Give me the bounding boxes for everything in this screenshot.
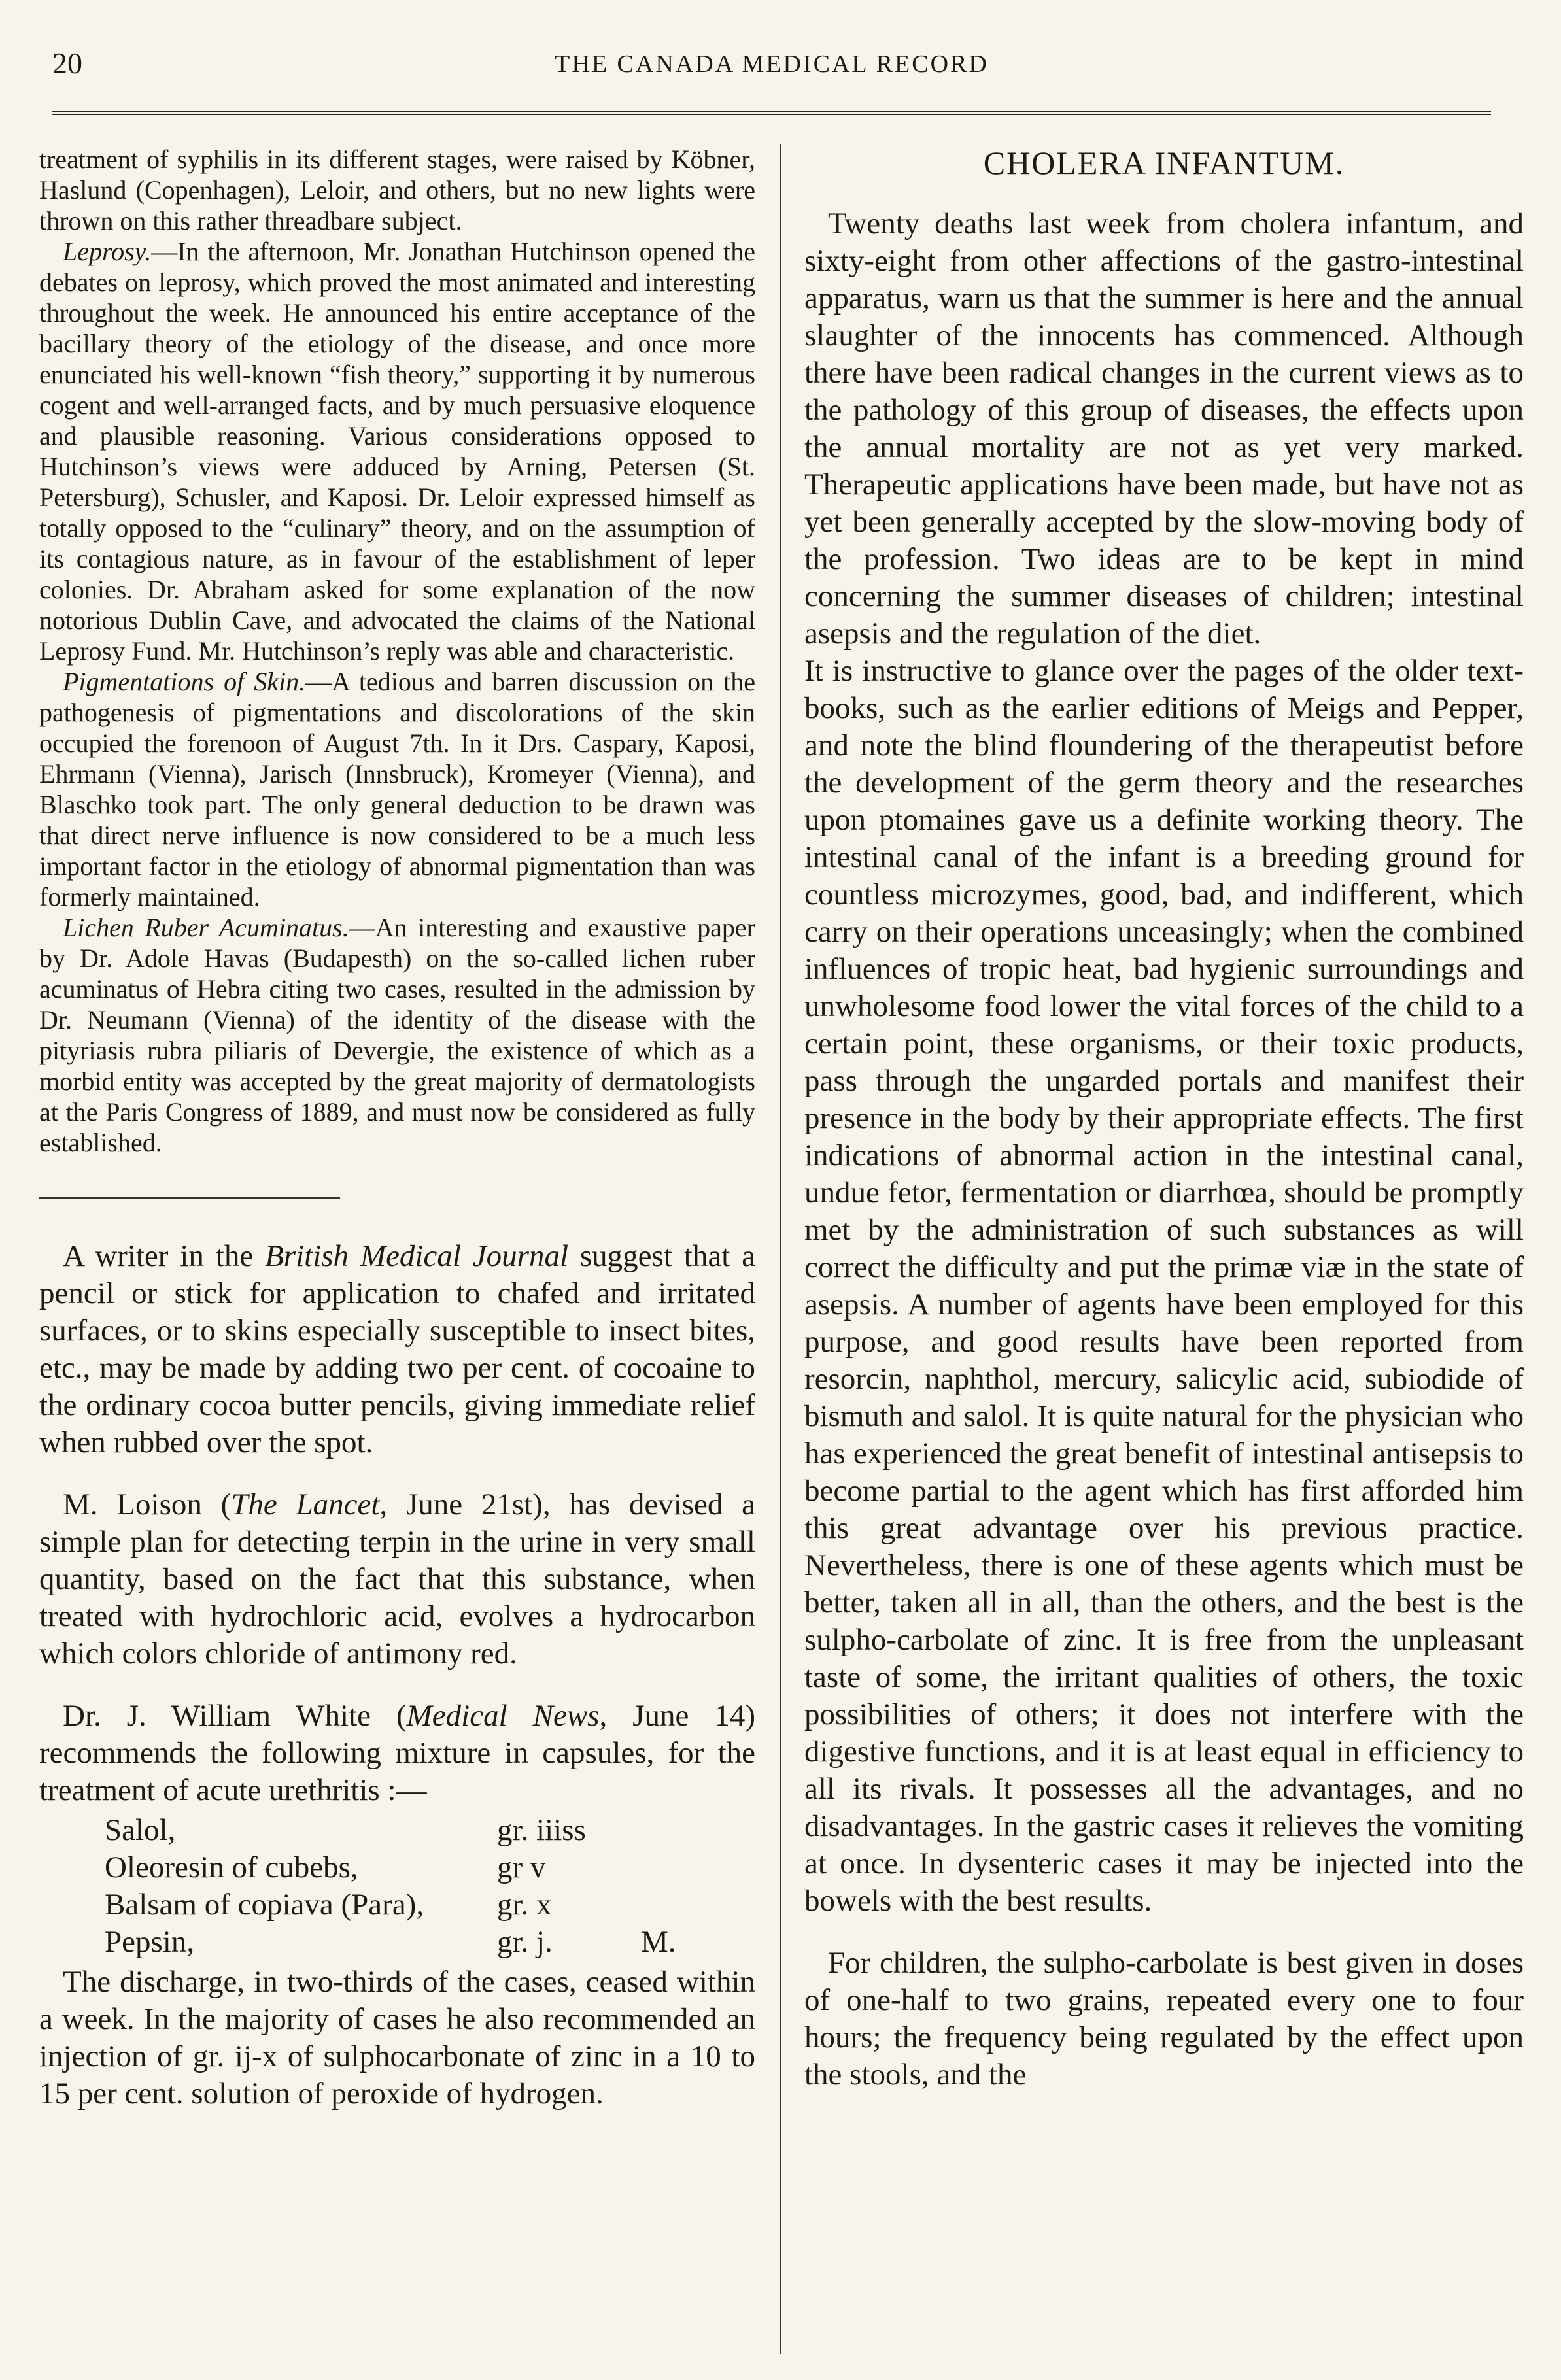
journal-title: The Lancet (231, 1488, 380, 1522)
lichen-paragraph (39, 912, 755, 1158)
leprosy-text: —In the afternoon, Mr. Jonathan Hutchinson opened the debates on leprosy, which proved the most animated and interesting throughout the week. He announced his entire acceptance of the bacillary theory of the etiology of the disease, and once more enunciated his well-known “fish theory,” supporting it by numerous cogent and well-arranged facts, and by much persuasive eloquence and plausible reasoning. Various considerations opposed to Hutchinson’s views were adduced by Arning, Petersen (St. Petersburg), Schusler, and Kaposi. Dr. Leloir expressed himself as totally opposed to the “culinary” theory, and on the assumption of its contagious nature, as in favour of the establishment of leper colonies. Dr. Abraham asked for some explanation of the now notorious Dublin Cave, and advocated the claims of the National Leprosy Fund. Mr. Hutchinson’s reply was able and characteristic. (39, 237, 755, 666)
terpin-text-a: M. Loison ( (63, 1488, 232, 1522)
prescription-row (105, 1812, 719, 1849)
pigmentation-text: —A tedious and barren discussion on the pathogenesis of pigmentations and discolorations of the skin occupied the forenoon of August 7th. In it Drs. Caspary, Kaposi, Ehrmann (Vienna), Jarisch (Innsbruck), Kromeyer (Vienna), and Blaschko took part. The only general deduction to be drawn was that direct nerve influence is now considered to be a much less important factor in the etiology of abnormal pigmentation than was formerly maintained. (39, 667, 755, 911)
notes-section (39, 1238, 755, 2113)
lichen-heading: Lichen Ruber Acuminatus. (63, 913, 349, 942)
left-column (39, 144, 755, 2113)
article-title: CHOLERA INFANTUM. (983, 144, 1345, 181)
discharge-paragraph: The discharge, in two-thirds of the cases, ceased within a week. In the majority of cases he also recommended an injection of gr. ij-x of sulphocarbonate of zinc in a 10 to 15 per cent. solution of peroxide of hydrogen. (39, 1965, 755, 2111)
urethritis-paragraph (39, 1697, 755, 1809)
column-divider (780, 144, 781, 2354)
cocoaine-text-a: A writer in the (63, 1239, 266, 1273)
urethritis-text-a: Dr. J. William White ( (63, 1699, 407, 1733)
page-number: 20 (52, 46, 82, 80)
ingredient-name: Oleoresin of cubebs, (105, 1850, 358, 1884)
running-title: THE CANADA MEDICAL RECORD (555, 50, 989, 78)
article-paragraph: Twenty deaths last week from cholera infantum, and sixty-eight from other affections of the gastro-intestinal apparatus, warn us that the summer is here and the annual slaughter of the innocents has commenced. Although there have been radical changes in the current views as to the pathology of this group of diseases, the effects upon the annual mortality are not as yet very marked. Therapeutic applications have been made, but have not as yet been generally accepted by the slow-moving body of the profession. Two ideas are to be kept in mind concerning the summer diseases of children; intestinal asepsis and the regulation of the diet. (804, 207, 1524, 651)
prescription-row (105, 1849, 719, 1886)
ingredient-dose: gr v (497, 1850, 546, 1884)
cocoaine-pencil-paragraph (39, 1238, 755, 1461)
ingredient-dose: gr. iiiss (497, 1813, 586, 1847)
cholera-article (804, 205, 1524, 2094)
section-separator (39, 1197, 340, 1198)
ingredient-mark (641, 1812, 719, 1849)
leprosy-paragraph (39, 236, 755, 666)
ingredient-name: Salol, (105, 1813, 176, 1847)
lichen-text: —An interesting and exaustive paper by Dr. Adole Havas (Budapesth) on the so-called lichen ruber acuminatus of Hebra citing two cases, resulted in the admission by Dr. Neumann (Vienna) of the identity of the disease with the pityriasis rubra piliaris of Devergie, the existence of which as a morbid entity was accepted by the great majority of dermatologists at the Paris Congress of 1889, and must now be considered as fully established. (39, 913, 755, 1157)
prescription-table (105, 1812, 719, 1961)
congress-report (39, 144, 755, 1158)
leprosy-heading: Leprosy. (63, 237, 152, 266)
terpin-paragraph (39, 1486, 755, 1673)
cocoaine-text-b: suggest that a pencil or stick for application to chafed and irritated surfaces, or to skins especially susceptible to insect bites, etc., may be made by adding two per cent. of cocoaine to the ordinary cocoa butter pencils, giving immediate relief when rubbed over the spot. (39, 1239, 755, 1459)
right-column (804, 144, 1524, 2094)
ingredient-dose: gr. x (497, 1888, 552, 1922)
ingredient-mark (641, 1886, 719, 1924)
ingredient-name: Pepsin, (105, 1925, 195, 1959)
prescription-row (105, 1924, 719, 1961)
prescription-row (105, 1886, 719, 1924)
pigmentation-heading: Pigmentations of Skin. (63, 667, 306, 696)
pigmentation-paragraph (39, 666, 755, 912)
article-paragraph: For children, the sulpho-carbolate is best given in doses of one-half to two grains, repeated every one to four hours; the frequency being regulated by the effect upon the stools, and the (804, 1946, 1524, 2092)
article-paragraph: It is instructive to glance over the pages of the older text-books, such as the earlier editions of Meigs and Pepper, and note the blind floundering of the therapeutist before the development of the germ theory and the researches upon ptomaines gave us a definite working theory. The intestinal canal of the infant is a breeding ground for countless microzymes, good, bad, and indifferent, which carry on their operations unceasingly; when the combined influences of tropic heat, bad hygienic surroundings and unwholesome food lower the vital forces of the child to a certain point, these organisms, or their toxic products, pass through the ungarded portals and manifest their presence in the body by their appropriate effects. The first indications of abnormal action in the intestinal canal, undue fetor, fermentation or diarrhœa, should be promptly met by the administration of such substances as will correct the difficulty and put the primæ viæ in the state of asepsis. A number of agents have been employed for this purpose, and good results have been reported from resorcin, naphthol, mercury, salicylic acid, subiodide of bismuth and salol. It is quite natural for the physician who has experienced the great benefit of intestinal antisepsis to become partial to the agent which has first afforded him this great advantage over his previous practice. Nevertheless, there is one of these agents which must be better, taken all in all, than the others, and the best is the sulpho-carbolate of zinc. It is free from the unpleasant taste of some, the irritant qualities of others, the toxic possibilities of others; it does not interfere with the digestive functions, and it is at least equal in efficiency to all its rivals. It possesses all the advantages, and no disadvantages. In the gastric cases it relieves the vomiting at once. In dysenteric cases it may be injected into the bowels with the best results. (804, 654, 1524, 1918)
header-rule (52, 111, 1491, 115)
page-header (52, 46, 1491, 92)
ingredient-name: Balsam of copiava (Para), (105, 1888, 424, 1922)
terpin-text-b: , June 21st), has devised a simple plan for detecting terpin in the urine in very small quantity, based on the fact that this substance, when treated with hydrochloric acid, evolves a hydrocarbon which colors chloride of antimony red. (39, 1488, 756, 1671)
ingredient-dose: gr. j. (497, 1925, 553, 1959)
journal-title: British Medical Journal (265, 1239, 569, 1273)
journal-title: Medical News (406, 1699, 600, 1733)
ingredient-mark: M. (641, 1925, 676, 1959)
ingredient-mark (641, 1849, 719, 1886)
urethritis-text-b: , June 14) recommends the following mixture in capsules, for the treatment of acute urethritis :— (39, 1699, 755, 1807)
syphilis-paragraph: treatment of syphilis in its different stages, were raised by Köbner, Haslund (Copenhagen), Leloir, and others, but no new lights were thrown on this rather threadbare subject. (39, 144, 755, 235)
